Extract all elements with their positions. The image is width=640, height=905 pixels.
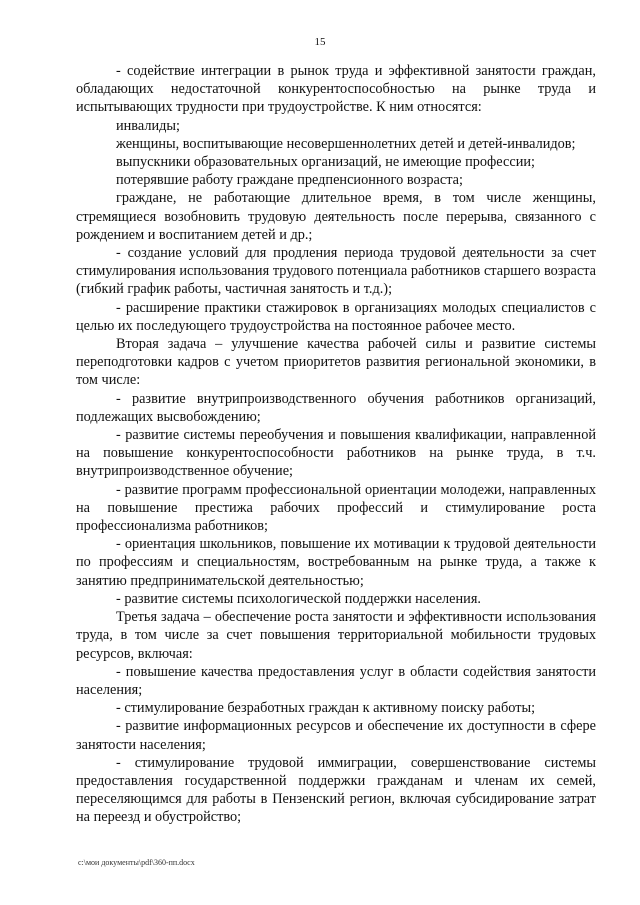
paragraph: Вторая задача – улучшение качества рабочей силы и развитие системы переподготовки кадров с учетом приоритетов развития региональной экономики, в том числе:	[76, 336, 596, 389]
paragraph: - расширение практики стажировок в организациях молодых специалистов с целью их последующего трудоустройства на постоянное рабочее место.	[76, 299, 596, 334]
paragraph: - создание условий для продления периода трудовой деятельности за счет стимулирования использования трудового потенциала работников старшего возраста (гибкий график работы, частичная занятость и т.д.);	[76, 245, 596, 298]
paragraph: - развитие системы психологической поддержки населения.	[116, 590, 481, 607]
paragraph: - стимулирование трудовой иммиграции, совершенствование системы предоставления государственной поддержки гражданам и членам их семей, переселяющимся для работы в Пензенский регион, включая субсидирование затрат на переезд и обустройство;	[76, 754, 596, 826]
paragraph: - развитие системы переобучения и повышения квалификации, направленной на повышение конкурентоспособности работников на рынке труда, в т.ч. внутрипроизводственное обучение;	[76, 427, 596, 480]
footer-file-path: c:\мои документы\pdf\360-пп.docx	[78, 858, 195, 867]
paragraph: - развитие программ профессиональной ориентации молодежи, направленных на повышение престижа рабочих профессий и стимулирование роста профессионализма работников;	[76, 481, 596, 535]
paragraph: женщины, воспитывающие несовершеннолетних детей и детей-инвалидов;	[116, 135, 576, 152]
paragraph: выпускники образовательных организаций, не имеющие профессии;	[116, 154, 535, 171]
paragraph: - развитие информационных ресурсов и обеспечение их доступности в сфере занятости населения;	[76, 718, 596, 753]
page-number: 15	[314, 36, 326, 48]
document-body	[76, 62, 596, 827]
paragraph: Третья задача – обеспечение роста занятости и эффективности использования труда, в том числе за счет повышения территориальной мобильности трудовых ресурсов, включая:	[76, 609, 596, 662]
paragraph: потерявшие работу граждане предпенсионного возраста;	[116, 172, 463, 189]
paragraph: - повышение качества предоставления услуг в области содействия занятости населения;	[76, 663, 596, 698]
paragraph: - содействие интеграции в рынок труда и эффективной занятости граждан, обладающих недостаточной конкурентоспособностью на рынке труда и испытывающих трудности при трудоустройстве. К ним относятся:	[76, 63, 596, 116]
paragraph: - ориентация школьников, повышение их мотивации к трудовой деятельности по профессиям и специальностям, востребованным на рынке труда, а также к занятию предпринимательской деятельностью;	[76, 536, 596, 589]
paragraph: - развитие внутрипроизводственного обучения работников организаций, подлежащих высвобождению;	[76, 390, 596, 425]
paragraph: - стимулирование безработных граждан к активному поиску работы;	[116, 700, 536, 717]
paragraph: инвалиды;	[116, 117, 180, 134]
paragraph: граждане, не работающие длительное время, в том числе женщины, стремящиеся возобновить трудовую деятельность после перерыва, связанного с рождением и воспитанием детей и др.;	[76, 190, 596, 243]
